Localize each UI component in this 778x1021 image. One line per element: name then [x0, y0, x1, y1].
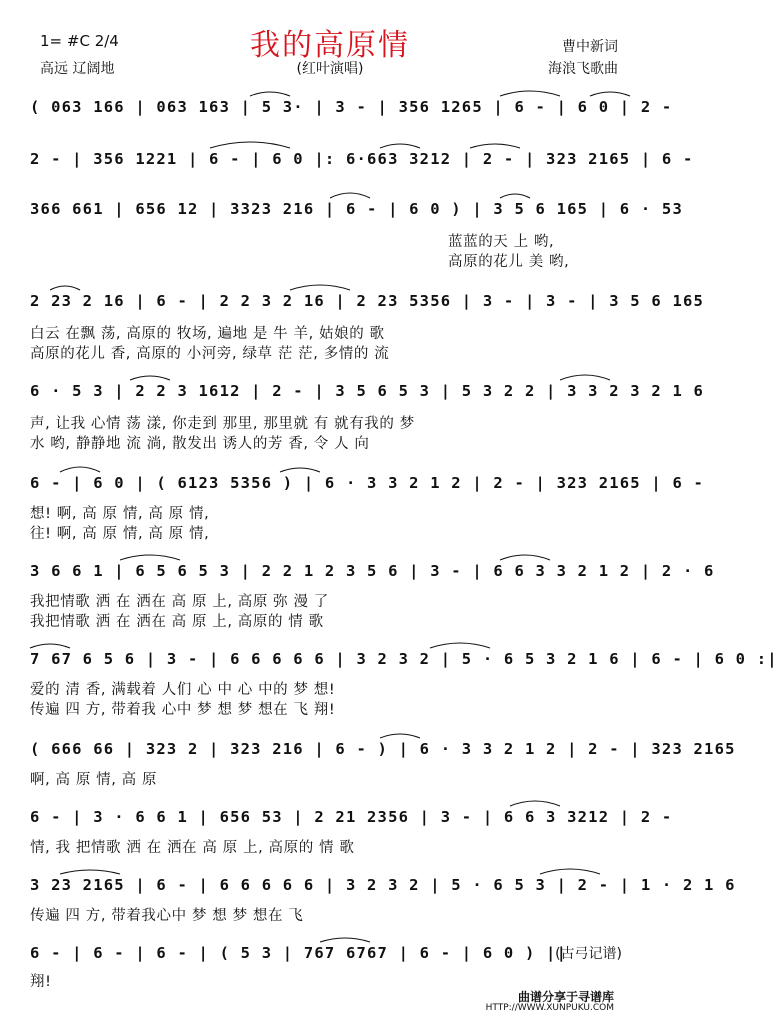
key-signature: 1= #C 2/4: [40, 32, 119, 50]
song-title: 我的高原情: [250, 28, 410, 63]
slur-mark: [380, 734, 420, 738]
slur-mark: [330, 193, 370, 198]
lyric-row-5a: 声, 让我 心情 荡 漾, 你走到 那里, 那里就 有 就有我的 梦: [30, 416, 415, 432]
slur-mark: [280, 468, 320, 472]
lyric-row-11a: 传遍 四 方, 带着我心中 梦 想 梦 想在 飞: [30, 908, 304, 924]
lyric-row-6a: 想! 啊, 高 原 情, 高 原 情,: [30, 506, 210, 522]
notation-row-5: 6 · 5 3 | 2 2 3 1612 | 2 - | 3 5 6 5 3 | 5 3 2 2 | 3 3 2 3 2 1 6: [30, 382, 705, 400]
slur-mark: [500, 194, 530, 198]
lyric-row-3b: 高原的花儿 美 哟,: [448, 254, 570, 270]
slur-mark: [510, 801, 560, 806]
footer-site-name: 曲谱分享于寻谱库: [517, 990, 614, 1004]
slur-mark: [130, 376, 170, 380]
lyric-row-4a: 白云 在飘 荡, 高原的 牧场, 遍地 是 牛 羊, 姑娘的 歌: [30, 326, 385, 342]
lyric-row-8b: 传遍 四 方, 带着我 心中 梦 想 梦 想在 飞 翔!: [30, 702, 336, 718]
slur-mark: [430, 643, 490, 648]
notation-row-11: 3 23 2165 | 6 - | 6 6 6 6 6 | 3 2 3 2 | 5 · 6 5 3 | 2 - | 1 · 2 1 6: [30, 876, 736, 894]
lyric-row-6b: 往! 啊, 高 原 情, 高 原 情,: [30, 526, 210, 542]
notation-row-10: 6 - | 3 · 6 6 1 | 656 53 | 2 21 2356 | 3 - | 6 6 3 3212 | 2 -: [30, 808, 673, 826]
tempo-marking: 高远 辽阔地: [40, 61, 115, 77]
slur-mark: [320, 938, 370, 942]
lyric-row-3a: 蓝蓝的天 上 哟,: [448, 234, 555, 250]
lyric-row-7b: 我把情歌 洒 在 洒在 高 原 上, 高原的 情 歌: [30, 614, 324, 630]
slur-mark: [60, 870, 120, 874]
slur-mark: [590, 92, 630, 96]
slur-mark: [290, 285, 350, 290]
notation-row-8: 7 67 6 5 6 | 3 - | 6 6 6 6 6 | 3 2 3 2 | 5 · 6 5 3 2 1 6 | 6 - | 6 0 :|: [30, 650, 778, 668]
transcriber-credit: (古弓记谱): [555, 946, 622, 962]
composer-credit: 海浪飞歌曲: [548, 61, 618, 77]
notation-row-9: ( 666 66 | 323 2 | 323 216 | 6 - ) | 6 · 3 3 2 1 2 | 2 - | 323 2165: [30, 740, 736, 758]
slur-mark: [50, 286, 80, 290]
slur-mark: [560, 375, 610, 380]
lyricist-credit: 曹中新词: [562, 39, 618, 55]
notation-row-6: 6 - | 6 0 | ( 6123 5356 ) | 6 · 3 3 2 1 2 | 2 - | 323 2165 | 6 -: [30, 474, 705, 492]
slur-mark: [250, 92, 290, 96]
lyric-row-7a: 我把情歌 洒 在 洒在 高 原 上, 高原 弥 漫 了: [30, 594, 329, 610]
lyric-row-9a: 啊, 高 原 情, 高 原: [30, 772, 158, 788]
notation-row-7: 3 6 6 1 | 6 5 6 5 3 | 2 2 1 2 3 5 6 | 3 - | 6 6 3 3 2 1 2 | 2 · 6: [30, 562, 715, 580]
slur-mark: [60, 467, 100, 472]
slur-mark: [120, 555, 180, 560]
slur-mark: [210, 142, 290, 148]
notation-row-12: 6 - | 6 - | 6 - | ( 5 3 | 767 6767 | 6 - | 6 0 ) ||: [30, 944, 568, 962]
lyric-row-5b: 水 哟, 静静地 流 淌, 散发出 诱人的芳 香, 令 人 向: [30, 436, 370, 452]
lyric-row-12a: 翔!: [30, 974, 52, 990]
notation-row-3: 366 661 | 656 12 | 3323 216 | 6 - | 6 0 ) | 3 5 6 165 | 6 · 53: [30, 200, 683, 218]
slur-mark: [500, 91, 560, 96]
slur-mark: [500, 555, 550, 560]
notation-row-4: 2 23 2 16 | 6 - | 2 2 3 2 16 | 2 23 5356 | 3 - | 3 - | 3 5 6 165: [30, 292, 705, 310]
lyric-row-10a: 情, 我 把情歌 洒 在 洒在 高 原 上, 高原的 情 歌: [30, 840, 355, 856]
footer-site-url: HTTP://WWW.XUNPUKU.COM: [485, 1003, 614, 1013]
singer-credit: (红叶演唱): [296, 61, 364, 77]
slur-mark: [30, 644, 70, 648]
notation-row-2: 2 - | 356 1221 | 6 - | 6 0 |: 6·663 3212 | 2 - | 323 2165 | 6 -: [30, 150, 694, 168]
slur-mark: [540, 869, 600, 874]
slur-mark: [470, 144, 520, 148]
notation-row-1: ( 063 166 | 063 163 | 5 3· | 3 - | 356 1265 | 6 - | 6 0 | 2 -: [30, 98, 673, 116]
slur-mark: [380, 144, 420, 148]
lyric-row-8a: 爱的 清 香, 满载着 人们 心 中 心 中的 梦 想!: [30, 682, 336, 698]
lyric-row-4b: 高原的花儿 香, 高原的 小河旁, 绿草 茫 茫, 多情的 流: [30, 346, 390, 362]
